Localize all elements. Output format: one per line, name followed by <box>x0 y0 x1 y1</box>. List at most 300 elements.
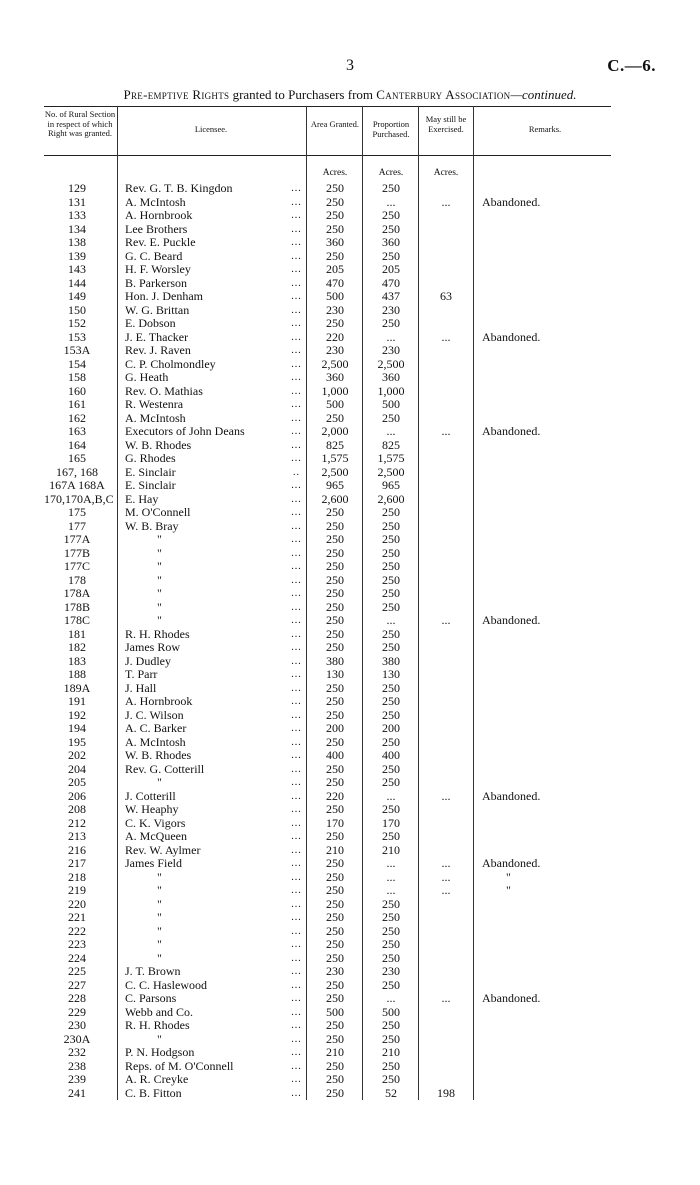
section-number: 232 <box>68 1045 86 1059</box>
licensee-name: Rev. J. Raven <box>125 343 191 357</box>
table-row <box>0 506 700 520</box>
table-row <box>0 317 700 331</box>
section-number: 216 <box>68 842 86 857</box>
leader-dots: ... <box>291 493 302 505</box>
table-row <box>0 439 700 453</box>
table-row <box>0 520 700 534</box>
header-remarks: Remarks. <box>528 124 562 134</box>
leader-dots: ... <box>291 561 302 572</box>
licensee-name: A. Hornbrook <box>125 694 193 708</box>
leader-dots: ... <box>291 250 302 262</box>
leader-dots: ... <box>291 628 302 640</box>
area-granted: 250 <box>326 545 344 560</box>
may-still-be-exercised: ... <box>441 869 451 884</box>
area-granted: 1,000 <box>321 383 349 398</box>
leader-dots: ... <box>291 966 302 977</box>
section-number: 227 <box>68 977 86 992</box>
table-row <box>0 452 700 466</box>
licensee-name: G. Rhodes <box>125 451 176 465</box>
remarks: Abandoned. <box>482 788 541 803</box>
table-row <box>0 1060 700 1074</box>
licensee-name: Rev. G. T. B. Kingdon <box>125 181 233 195</box>
area-granted: 400 <box>326 748 344 762</box>
table-row <box>0 668 700 682</box>
proportion-purchased: 1,000 <box>377 383 405 398</box>
section-number: 223 <box>68 937 86 951</box>
area-granted: 250 <box>326 559 344 573</box>
may-still-be-exercised: ... <box>441 329 451 344</box>
leader-dots: ... <box>291 777 302 788</box>
leader-dots: ... <box>291 237 302 248</box>
section-number: 149 <box>68 289 86 303</box>
leader-dots: ... <box>291 790 302 802</box>
proportion-purchased: 470 <box>382 275 400 290</box>
proportion-purchased: 250 <box>382 937 400 951</box>
table-row <box>0 992 700 1006</box>
table-row <box>0 371 700 385</box>
area-granted: 250 <box>326 248 344 263</box>
leader-dots: ... <box>291 642 302 653</box>
table-row <box>0 979 700 993</box>
leader-dots: ... <box>291 223 302 235</box>
proportion-purchased: ... <box>386 613 396 627</box>
leader-dots: ... <box>291 453 302 464</box>
proportion-purchased: 250 <box>382 518 400 533</box>
licensee-name: W. B. Rhodes <box>125 437 192 452</box>
remarks: " <box>506 883 511 897</box>
area-granted: 250 <box>326 896 344 911</box>
section-number: 167, 168 <box>56 464 98 479</box>
licensee-name: R. Westenra <box>125 397 184 411</box>
may-still-be-exercised: ... <box>441 613 451 627</box>
proportion-purchased: 360 <box>382 370 400 384</box>
table-row <box>0 641 700 655</box>
area-granted: 230 <box>326 302 344 317</box>
section-number: 181 <box>68 626 86 641</box>
section-number: 239 <box>68 1072 86 1086</box>
table-row <box>0 236 700 250</box>
table-row <box>0 749 700 763</box>
area-granted: 250 <box>326 1072 344 1086</box>
table-top-rule <box>44 106 611 107</box>
table-row <box>0 209 700 223</box>
licensee-name: R. H. Rhodes <box>125 1018 190 1032</box>
leader-dots: ... <box>291 939 302 950</box>
leader-dots: ... <box>291 318 302 329</box>
proportion-purchased: 250 <box>382 923 400 938</box>
page-number: 3 <box>346 57 354 74</box>
section-number: 224 <box>68 950 86 965</box>
header-licensee: Licensee. <box>194 124 228 134</box>
leader-dots: ... <box>291 574 302 586</box>
area-granted: 500 <box>326 397 344 411</box>
units-proportion: Acres. <box>378 168 404 178</box>
proportion-purchased: 2,500 <box>377 356 405 371</box>
licensee-name: James Field <box>125 856 182 870</box>
leader-dots: ... <box>291 331 302 343</box>
section-number: 164 <box>68 437 86 452</box>
table-row <box>0 884 700 898</box>
proportion-purchased: 250 <box>382 505 400 519</box>
table-row <box>0 223 700 237</box>
remarks: Abandoned. <box>482 194 541 209</box>
licensee-name: C. B. Fitton <box>125 1085 182 1100</box>
proportion-purchased: ... <box>386 869 396 884</box>
section-number: 152 <box>68 316 86 330</box>
licensee-name: E. Dobson <box>125 316 176 330</box>
table-row <box>0 412 700 426</box>
leader-dots: ... <box>291 615 302 626</box>
leader-dots: ... <box>291 534 302 545</box>
section-number: 153A <box>63 343 91 357</box>
licensee-name: W. G. Brittan <box>125 302 190 317</box>
proportion-purchased: 250 <box>382 680 400 695</box>
proportion-purchased: 250 <box>382 775 400 789</box>
licensee-name: Reps. of M. O'Connell <box>125 1058 234 1073</box>
licensee-name: James Row <box>125 640 180 654</box>
licensee-name: H. F. Worsley <box>125 262 191 276</box>
section-number: 219 <box>68 883 86 897</box>
section-number: 139 <box>68 248 86 263</box>
table-row <box>0 695 700 709</box>
licensee-name: A. Hornbrook <box>125 208 193 222</box>
area-granted: 130 <box>326 667 344 681</box>
area-granted: 250 <box>326 599 344 614</box>
table-row <box>0 925 700 939</box>
area-granted: 250 <box>326 518 344 533</box>
proportion-purchased: 250 <box>382 1031 400 1046</box>
area-granted: 2,600 <box>321 491 349 506</box>
section-number: 178B <box>63 599 90 614</box>
section-number: 191 <box>68 694 86 708</box>
section-number: 204 <box>68 761 86 776</box>
leader-dots: ... <box>291 723 302 734</box>
proportion-purchased: 500 <box>382 1004 400 1019</box>
section-number: 208 <box>68 802 86 816</box>
leader-dots: ... <box>291 844 302 856</box>
table-row <box>0 1019 700 1033</box>
leader-dots: ... <box>291 291 302 302</box>
table-row <box>0 466 700 480</box>
area-granted: 220 <box>326 788 344 803</box>
licensee-name: " <box>157 613 162 627</box>
table-row <box>0 1087 700 1101</box>
area-granted: 500 <box>326 289 344 303</box>
proportion-purchased: 230 <box>382 343 400 357</box>
proportion-purchased: 360 <box>382 235 400 249</box>
proportion-purchased: 500 <box>382 397 400 411</box>
section-number: 205 <box>68 775 86 789</box>
leader-dots: ... <box>291 588 302 599</box>
proportion-purchased: 170 <box>382 815 400 830</box>
proportion-purchased: 250 <box>382 1018 400 1032</box>
licensee-name: W. B. Rhodes <box>125 748 192 762</box>
leader-dots: ... <box>291 412 302 424</box>
proportion-purchased: 210 <box>382 1045 400 1059</box>
proportion-purchased: 250 <box>382 599 400 614</box>
section-number: 154 <box>68 356 86 371</box>
area-granted: 250 <box>326 194 344 209</box>
area-granted: 250 <box>326 991 344 1005</box>
area-granted: 210 <box>326 1045 344 1059</box>
licensee-name: " <box>157 883 162 897</box>
may-still-be-exercised: 63 <box>440 289 452 303</box>
remarks: Abandoned. <box>482 613 541 627</box>
area-granted: 250 <box>326 181 344 195</box>
may-still-be-exercised: ... <box>441 424 451 438</box>
section-number: 178C <box>63 613 90 627</box>
area-granted: 250 <box>326 802 344 816</box>
table-row <box>0 628 700 642</box>
area-granted: 250 <box>326 505 344 519</box>
licensee-name: T. Parr <box>125 667 158 681</box>
licensee-name: J. Cotterill <box>125 788 176 803</box>
area-granted: 250 <box>326 410 344 425</box>
area-granted: 2,000 <box>321 424 349 438</box>
table-row <box>0 722 700 736</box>
section-number: 134 <box>68 221 86 236</box>
licensee-name: " <box>157 559 162 573</box>
table-row <box>0 1046 700 1060</box>
table-row <box>0 385 700 399</box>
area-granted: 470 <box>326 275 344 290</box>
leader-dots: ... <box>291 682 302 694</box>
licensee-name: A. R. Creyke <box>125 1072 189 1086</box>
proportion-purchased: 250 <box>382 734 400 749</box>
leader-dots: ... <box>291 547 302 559</box>
proportion-purchased: 1,575 <box>377 451 405 465</box>
table-row <box>0 965 700 979</box>
proportion-purchased: 250 <box>382 707 400 722</box>
leader-dots: ... <box>291 952 302 964</box>
section-number: 222 <box>68 923 86 938</box>
leader-dots: ... <box>291 979 302 991</box>
table-row <box>0 803 700 817</box>
table-row <box>0 871 700 885</box>
leader-dots: ... <box>291 196 302 208</box>
licensee-name: A. McQueen <box>125 829 187 843</box>
licensee-name: Hon. J. Denham <box>125 289 203 303</box>
licensee-name: C. C. Haslewood <box>125 977 207 992</box>
section-number: 133 <box>68 208 86 222</box>
section-number: 213 <box>68 829 86 843</box>
licensee-name: A. McIntosh <box>125 734 186 749</box>
section-number: 230A <box>63 1031 91 1046</box>
section-number: 162 <box>68 410 86 425</box>
table-row <box>0 655 700 669</box>
proportion-purchased: 250 <box>382 1058 400 1073</box>
section-number: 160 <box>68 383 86 398</box>
licensee-name: Rev. W. Aylmer <box>125 842 201 857</box>
leader-dots: ... <box>291 763 302 775</box>
leader-dots: ... <box>291 385 302 397</box>
section-number: 188 <box>68 667 86 681</box>
leader-dots: ... <box>291 858 302 869</box>
licensee-name: Webb and Co. <box>125 1004 194 1019</box>
area-granted: 250 <box>326 1031 344 1046</box>
table-row <box>0 587 700 601</box>
licensee-name: C. K. Vigors <box>125 815 186 830</box>
units-row <box>0 168 700 181</box>
area-granted: 250 <box>326 613 344 627</box>
section-number: 163 <box>68 424 86 438</box>
leader-dots: ... <box>291 817 302 829</box>
area-granted: 250 <box>326 208 344 222</box>
proportion-purchased: 825 <box>382 437 400 452</box>
licensee-name: Lee Brothers <box>125 221 188 236</box>
header-bottom-rule <box>44 155 611 156</box>
area-granted: 250 <box>326 883 344 897</box>
licensee-name: Rev. O. Mathias <box>125 383 203 398</box>
section-number: 228 <box>68 991 86 1005</box>
area-granted: 230 <box>326 343 344 357</box>
area-granted: 205 <box>326 262 344 276</box>
proportion-purchased: 400 <box>382 748 400 762</box>
section-number: 182 <box>68 640 86 654</box>
area-granted: 250 <box>326 707 344 722</box>
section-number: 194 <box>68 721 86 735</box>
section-number: 217 <box>68 856 86 870</box>
section-number: 225 <box>68 964 86 978</box>
table-row <box>0 790 700 804</box>
may-still-be-exercised: ... <box>441 883 451 897</box>
may-still-be-exercised: ... <box>441 991 451 1005</box>
leader-dots: ... <box>291 183 302 194</box>
area-granted: 170 <box>326 815 344 830</box>
leader-dots: ... <box>291 210 302 221</box>
leader-dots: ... <box>291 520 302 532</box>
area-granted: 500 <box>326 1004 344 1019</box>
leader-dots: .. <box>293 466 300 478</box>
section-number: 161 <box>68 397 86 411</box>
leader-dots: ... <box>291 1047 302 1058</box>
proportion-purchased: 250 <box>382 640 400 654</box>
area-granted: 1,575 <box>321 451 349 465</box>
licensee-name: G. C. Beard <box>125 248 183 263</box>
proportion-purchased: 250 <box>382 181 400 195</box>
proportion-purchased: ... <box>386 194 396 209</box>
table-row <box>0 263 700 277</box>
section-number: 177 <box>68 518 86 533</box>
table-row <box>0 547 700 561</box>
licensee-name: B. Parkerson <box>125 275 187 290</box>
table-row <box>0 857 700 871</box>
licensee-name: " <box>157 937 162 951</box>
area-granted: 250 <box>326 937 344 951</box>
section-number: 178 <box>68 572 86 587</box>
table-row <box>0 425 700 439</box>
proportion-purchased: 250 <box>382 950 400 965</box>
section-number: 183 <box>68 653 86 668</box>
table-row <box>0 250 700 264</box>
area-granted: 250 <box>326 532 344 546</box>
title-continued: —continued. <box>510 87 577 102</box>
table-row <box>0 182 700 196</box>
section-number: 170,170A,B,C <box>44 491 114 506</box>
proportion-purchased: 250 <box>382 626 400 641</box>
table-row <box>0 736 700 750</box>
licensee-name: M. O'Connell <box>125 505 191 519</box>
proportion-purchased: 250 <box>382 221 400 236</box>
proportion-purchased: 210 <box>382 842 400 857</box>
leader-dots: ... <box>291 1074 302 1085</box>
section-number: 220 <box>68 896 86 911</box>
section-number: 143 <box>68 262 86 276</box>
units-area: Acres. <box>322 168 348 178</box>
licensee-name: W. Heaphy <box>125 802 179 816</box>
table-row <box>0 682 700 696</box>
section-number: 192 <box>68 707 86 722</box>
licensee-name: J. C. Wilson <box>125 707 184 722</box>
proportion-purchased: 205 <box>382 262 400 276</box>
proportion-purchased: 250 <box>382 910 400 924</box>
leader-dots: ... <box>291 1020 302 1031</box>
licensee-name: " <box>157 775 162 789</box>
area-granted: 250 <box>326 856 344 870</box>
proportion-purchased: ... <box>386 991 396 1005</box>
leader-dots: ... <box>291 345 302 356</box>
leader-dots: ... <box>291 993 302 1004</box>
header-may-still-be-exercised: May still be Exercised. <box>425 114 467 134</box>
table-row <box>0 398 700 412</box>
table-row <box>0 574 700 588</box>
licensee-name: Rev. E. Puckle <box>125 235 196 249</box>
table-row <box>0 479 700 493</box>
proportion-purchased: 250 <box>382 896 400 911</box>
leader-dots: ... <box>291 831 302 842</box>
proportion-purchased: 130 <box>382 667 400 681</box>
leader-dots: ... <box>291 1033 302 1045</box>
table-row <box>0 358 700 372</box>
proportion-purchased: 250 <box>382 977 400 992</box>
table-row <box>0 533 700 547</box>
proportion-purchased: 250 <box>382 248 400 263</box>
section-number: 177C <box>63 559 90 573</box>
proportion-purchased: 2,600 <box>377 491 405 506</box>
section-number: 167A 168A <box>49 478 105 492</box>
leader-dots: ... <box>291 804 302 815</box>
leader-dots: ... <box>291 1006 302 1018</box>
remarks: Abandoned. <box>482 856 541 870</box>
section-number: 144 <box>68 275 86 290</box>
table-row <box>0 817 700 831</box>
licensee-name: " <box>157 545 162 560</box>
table-row <box>0 938 700 952</box>
table-row <box>0 290 700 304</box>
section-number: 230 <box>68 1018 86 1032</box>
proportion-purchased: 250 <box>382 545 400 560</box>
leader-dots: ... <box>291 426 302 437</box>
licensee-name: E. Sinclair <box>125 478 176 492</box>
section-number: 212 <box>68 815 86 830</box>
area-granted: 2,500 <box>321 356 349 371</box>
area-granted: 250 <box>326 734 344 749</box>
area-granted: 250 <box>326 1058 344 1073</box>
proportion-purchased: 250 <box>382 559 400 573</box>
leader-dots: ... <box>291 399 302 410</box>
table-row <box>0 344 700 358</box>
proportion-purchased: 250 <box>382 316 400 330</box>
title-association: Canterbury Association <box>376 87 511 102</box>
leader-dots: ... <box>291 358 302 370</box>
licensee-name: " <box>157 1031 162 1046</box>
licensee-name: " <box>157 599 162 614</box>
section-number: 238 <box>68 1058 86 1073</box>
proportion-purchased: 52 <box>385 1085 397 1100</box>
table-row <box>0 911 700 925</box>
licensee-name: E. Hay <box>125 491 159 506</box>
area-granted: 360 <box>326 235 344 249</box>
